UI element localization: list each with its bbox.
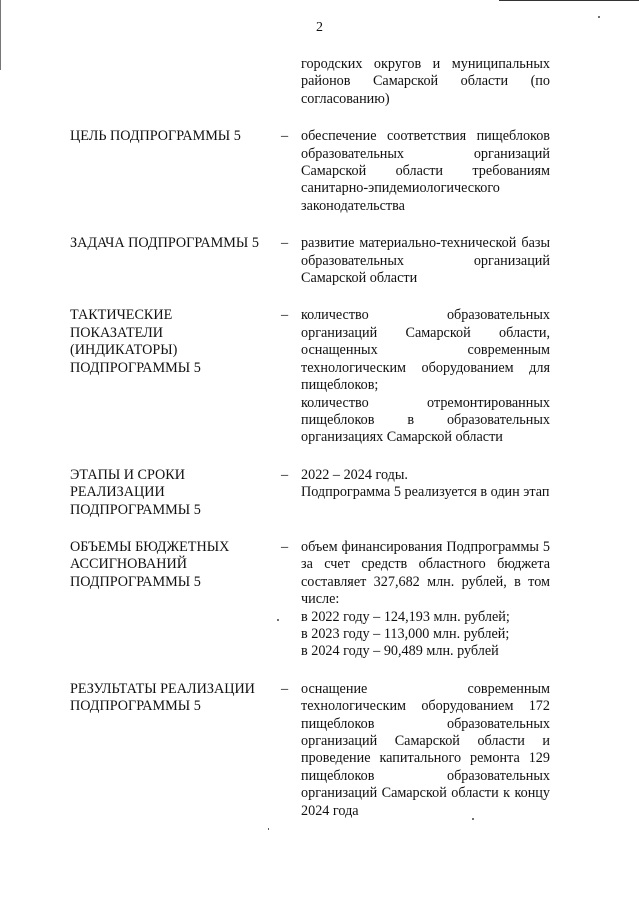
term-task: ЗАДАЧА ПОДПРОГРАММЫ 5	[70, 235, 259, 252]
passport-table	[70, 56, 550, 840]
term-results: РЕЗУЛЬТАТЫ РЕАЛИЗАЦИИ ПОДПРОГРАММЫ 5	[70, 680, 255, 715]
dash: –	[281, 235, 289, 252]
desc-task	[301, 235, 550, 287]
term-indicators: ТАКТИЧЕСКИЕ ПОКАЗАТЕЛИ (ИНДИКАТОРЫ) ПОДПРОГРАММЫ 5	[70, 307, 201, 376]
dash: –	[281, 307, 289, 324]
row-budget	[70, 539, 550, 661]
dash: –	[281, 466, 289, 483]
desc-paragraph: в 2022 году – 124,193 млн. рублей;	[301, 608, 510, 625]
desc-paragraph: в 2024 году – 90,489 млн. рублей	[301, 643, 499, 660]
dash: –	[281, 128, 289, 145]
term-cell-empty	[70, 56, 281, 108]
row-task	[70, 235, 550, 287]
desc-paragraph: Подпрограмма 5 реализуется в один этап	[301, 484, 550, 501]
desc-paragraph: количество образовательных организаций Самарской области, оснащенных современным технологическим оборудованием для пищеблоков;	[301, 307, 550, 394]
dash-empty	[281, 56, 301, 108]
desc-paragraph: объем финансирования Подпрограммы 5 за счет средств областного бюджета составляет 327,682 млн. рублей, в том числе:	[301, 538, 550, 608]
desc-paragraph: количество отремонтированных пищеблоков в образовательных организациях Самарской области	[301, 394, 550, 446]
continuation-row	[70, 56, 550, 108]
row-indicators	[70, 307, 550, 446]
continuation-paragraph: городских округов и муниципальных районов Самарской области (по согласованию)	[301, 56, 550, 107]
row-results	[70, 681, 550, 820]
desc-paragraph: оснащение современным технологическим оборудованием 172 пищеблоков образовательных организаций Самарской области и проведение капитального ремонта 129 пищеблоков образовательных организаций Самарской области к концу 2024 года	[301, 680, 550, 819]
desc-paragraph: 2022 – 2024 годы.	[301, 466, 408, 483]
desc-paragraph: в 2023 году – 113,000 млн. рублей;	[301, 625, 510, 642]
term-goal: ЦЕЛЬ ПОДПРОГРАММЫ 5	[70, 128, 241, 145]
dash: –	[281, 680, 289, 697]
scan-speck	[598, 16, 600, 18]
dash: –	[281, 538, 289, 555]
row-stages	[70, 467, 550, 519]
desc-goal	[301, 128, 550, 215]
page-number: 2	[316, 20, 323, 35]
desc-budget	[301, 539, 550, 661]
desc-paragraph: обеспечение соответствия пищеблоков образовательных организаций Самарской области требованиям санитарно-эпидемиологического законодательства	[301, 128, 550, 214]
desc-indicators	[301, 307, 550, 446]
row-goal	[70, 128, 550, 215]
scan-corner-line	[499, 0, 639, 1]
term-stages: ЭТАПЫ И СРОКИ РЕАЛИЗАЦИИ ПОДПРОГРАММЫ 5	[70, 466, 201, 518]
desc-paragraph: развитие материально-технической базы образовательных организаций Самарской области	[301, 235, 550, 287]
continuation-text	[301, 56, 550, 108]
term-budget: ОБЪЕМЫ БЮДЖЕТНЫХ АССИГНОВАНИЙ ПОДПРОГРАММЫ 5	[70, 538, 230, 590]
desc-results	[301, 681, 550, 820]
desc-stages	[301, 467, 550, 519]
